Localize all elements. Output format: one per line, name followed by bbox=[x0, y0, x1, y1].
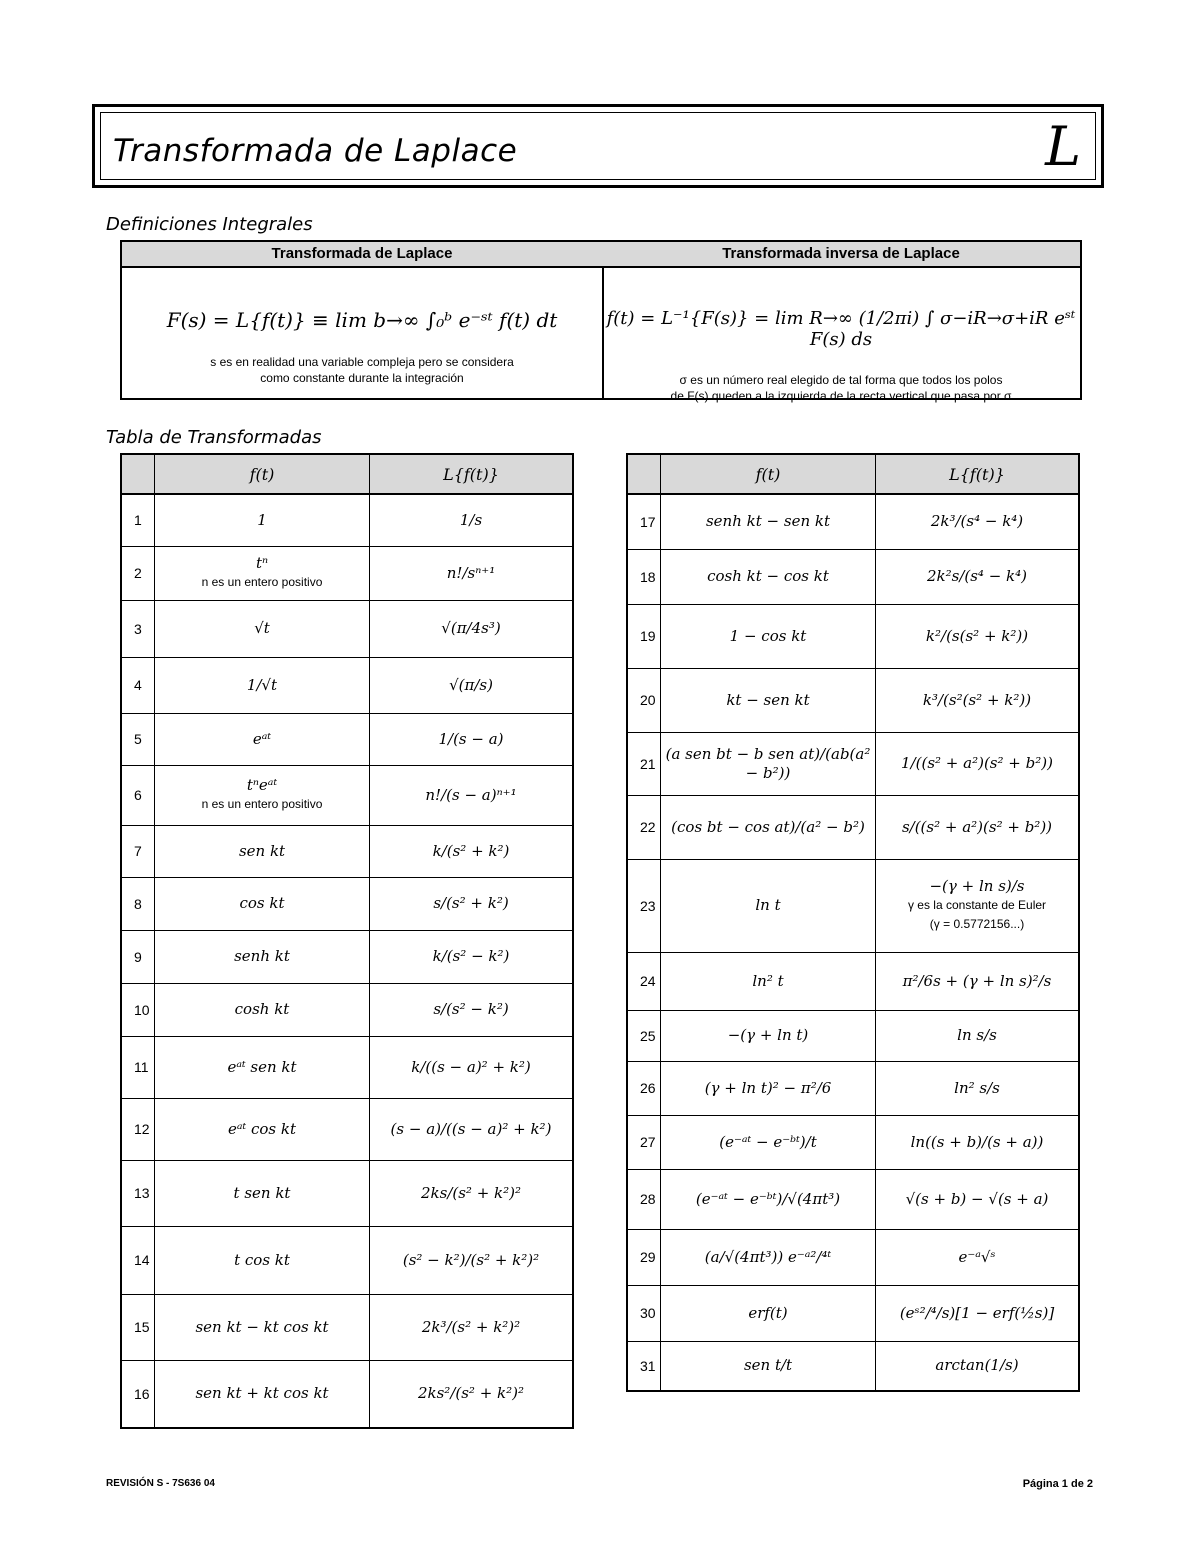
transform-cell bbox=[876, 1229, 1080, 1285]
table-row bbox=[121, 1360, 573, 1428]
function-expression: 1 bbox=[257, 510, 267, 529]
function-cell bbox=[661, 604, 876, 668]
function-expression: √t bbox=[254, 619, 270, 637]
function-cell bbox=[155, 1160, 370, 1226]
transform-expression: √(s + b) − √(s + a) bbox=[905, 1189, 1049, 1208]
function-cell bbox=[661, 549, 876, 604]
function-note: n es un entero positivo bbox=[201, 797, 323, 811]
row-number: 24 bbox=[627, 952, 661, 1010]
transform-cell bbox=[876, 549, 1080, 604]
transform-note: γ es la constante de Euler bbox=[907, 898, 1047, 912]
function-cell bbox=[661, 952, 876, 1010]
laplace-symbol: L bbox=[1045, 115, 1081, 178]
transform-expression: 1/s bbox=[459, 510, 483, 529]
function-cell bbox=[155, 877, 370, 930]
transform-expression: √(π/4s³) bbox=[441, 619, 501, 637]
inverse-transform-cell bbox=[602, 242, 1080, 403]
transform-cell bbox=[370, 600, 574, 657]
table-row bbox=[627, 1285, 1079, 1341]
table-row bbox=[121, 713, 573, 765]
function-expression: cos kt bbox=[239, 894, 285, 912]
transform-expression: (s − a)/((s − a)² + k²) bbox=[390, 1119, 552, 1138]
inverse-transform-note bbox=[602, 372, 1080, 404]
transforms-heading: Tabla de Transformadas bbox=[106, 427, 322, 448]
row-number: 28 bbox=[627, 1169, 661, 1229]
transform-cell bbox=[370, 930, 574, 983]
function-cell bbox=[155, 825, 370, 877]
transform-expression: 1/((s² + a²)(s² + b²)) bbox=[901, 754, 1053, 772]
function-expression: eᵃᵗ bbox=[252, 729, 272, 748]
row-number: 19 bbox=[627, 604, 661, 668]
function-expression: (a sen bt − b sen at)/(ab(a² − b²)) bbox=[665, 744, 871, 782]
forward-transform-formula: F(s) = L{f(t)} ≡ lim b→∞ ∫₀ᵇ e⁻ˢᵗ f(t) dt bbox=[166, 308, 558, 332]
transform-expression: −(γ + ln s)/s bbox=[929, 877, 1025, 895]
function-cell bbox=[661, 732, 876, 795]
function-expression: (e⁻ᵃᵗ − e⁻ᵇᵗ)/t bbox=[719, 1132, 817, 1151]
transform-expression: k/(s² − k²) bbox=[432, 947, 510, 965]
transform-cell bbox=[370, 713, 574, 765]
table-row bbox=[627, 1010, 1079, 1061]
function-cell bbox=[661, 1169, 876, 1229]
table-row bbox=[627, 859, 1079, 952]
function-cell bbox=[155, 765, 370, 825]
function-cell bbox=[155, 930, 370, 983]
function-cell bbox=[155, 713, 370, 765]
function-cell bbox=[661, 859, 876, 952]
table-row bbox=[121, 877, 573, 930]
transform-cell bbox=[370, 877, 574, 930]
function-expression: 1/√t bbox=[246, 675, 278, 694]
function-expression: (e⁻ᵃᵗ − e⁻ᵇᵗ)/√(4πt³) bbox=[695, 1189, 841, 1208]
transforms-table-left bbox=[120, 453, 574, 1429]
table-row bbox=[121, 657, 573, 713]
transform-expression: 2k²s/(s⁴ − k⁴) bbox=[926, 567, 1028, 585]
inverse-transform-formula: f(t) = L⁻¹{F(s)} = lim R→∞ (1/2πi) ∫ σ−iR→σ+iR eˢᵗ F(s) ds bbox=[606, 308, 1076, 350]
row-number: 17 bbox=[627, 494, 661, 549]
transform-cell bbox=[370, 1294, 574, 1360]
transform-expression: (s² − k²)/(s² + k²)² bbox=[402, 1250, 540, 1269]
row-number: 9 bbox=[121, 930, 155, 983]
row-number: 6 bbox=[121, 765, 155, 825]
function-cell bbox=[155, 494, 370, 546]
transform-expression: ln s/s bbox=[957, 1026, 997, 1044]
function-expression: t cos kt bbox=[234, 1250, 290, 1269]
row-number: 8 bbox=[121, 877, 155, 930]
function-cell bbox=[661, 795, 876, 859]
function-expression: senh kt − sen kt bbox=[705, 512, 830, 531]
transform-expression: 2ks²/(s² + k²)² bbox=[417, 1384, 525, 1403]
forward-note-line1: s es en realidad una variable compleja pero se considera bbox=[210, 355, 514, 369]
table-row bbox=[121, 494, 573, 546]
row-number: 15 bbox=[121, 1294, 155, 1360]
function-expression: eᵃᵗ cos kt bbox=[228, 1119, 296, 1138]
function-cell bbox=[155, 546, 370, 600]
transform-cell bbox=[876, 732, 1080, 795]
row-number: 5 bbox=[121, 713, 155, 765]
inverse-note-line2: de F(s) queden a la izquierda de la recta vertical que pasa por σ bbox=[670, 389, 1012, 403]
title-inner-frame bbox=[100, 112, 1096, 180]
function-expression: kt − sen kt bbox=[726, 690, 810, 709]
inverse-note-line1: σ es un número real elegido de tal forma que todos los polos bbox=[679, 373, 1003, 387]
table-row bbox=[627, 1229, 1079, 1285]
table-header-row bbox=[121, 454, 573, 494]
transform-expression: 2k³/(s² + k²)² bbox=[421, 1317, 521, 1336]
function-expression: sen kt − kt cos kt bbox=[195, 1317, 329, 1336]
table-row bbox=[121, 825, 573, 877]
row-number: 22 bbox=[627, 795, 661, 859]
row-number: 16 bbox=[121, 1360, 155, 1428]
transform-cell bbox=[876, 1061, 1080, 1115]
definitions-heading: Definiciones Integrales bbox=[106, 214, 313, 235]
transforms-table-right bbox=[626, 453, 1080, 1392]
function-cell bbox=[661, 1061, 876, 1115]
transform-expression: 2ks/(s² + k²)² bbox=[420, 1183, 522, 1202]
transform-expression: s/(s² − k²) bbox=[433, 1000, 509, 1018]
function-expression: tⁿeᵃᵗ bbox=[246, 776, 278, 794]
table-row bbox=[121, 1098, 573, 1160]
row-number: 29 bbox=[627, 1229, 661, 1285]
transform-expression: π²/6s + (γ + ln s)²/s bbox=[902, 971, 1052, 990]
transform-note: (γ = 0.5772156...) bbox=[929, 917, 1025, 931]
table-header-row bbox=[627, 454, 1079, 494]
function-cell bbox=[661, 494, 876, 549]
transform-cell bbox=[370, 1360, 574, 1428]
header-f: f(t) bbox=[155, 454, 370, 494]
table-row bbox=[121, 930, 573, 983]
transform-cell bbox=[876, 859, 1080, 952]
function-expression: −(γ + ln t) bbox=[727, 1026, 809, 1044]
transform-cell bbox=[876, 668, 1080, 732]
table-row bbox=[627, 795, 1079, 859]
transform-cell bbox=[876, 952, 1080, 1010]
page-title: Transformada de Laplace bbox=[113, 133, 518, 169]
table-row bbox=[121, 1226, 573, 1294]
row-number: 30 bbox=[627, 1285, 661, 1341]
row-number: 2 bbox=[121, 546, 155, 600]
function-expression: sen t/t bbox=[743, 1356, 793, 1375]
transform-expression: ln² s/s bbox=[954, 1078, 1000, 1097]
transform-cell bbox=[876, 1010, 1080, 1061]
definitions-table bbox=[120, 240, 1082, 403]
footer-page-number: Página 1 de 2 bbox=[1022, 1478, 1093, 1490]
function-cell bbox=[661, 668, 876, 732]
forward-transform-note bbox=[122, 354, 602, 386]
function-cell bbox=[155, 1098, 370, 1160]
function-expression: (cos bt − cos at)/(a² − b²) bbox=[671, 817, 865, 836]
transform-expression: n!/(s − a)ⁿ⁺¹ bbox=[425, 785, 517, 804]
table-row bbox=[627, 604, 1079, 668]
transform-cell bbox=[876, 494, 1080, 549]
row-number: 3 bbox=[121, 600, 155, 657]
function-cell bbox=[661, 1115, 876, 1169]
row-number: 20 bbox=[627, 668, 661, 732]
table-row bbox=[121, 1294, 573, 1360]
transform-expression: k/((s − a)² + k²) bbox=[411, 1057, 531, 1076]
function-cell bbox=[155, 1294, 370, 1360]
row-number: 21 bbox=[627, 732, 661, 795]
transform-expression: s/(s² + k²) bbox=[433, 894, 509, 912]
transform-expression: √(π/s) bbox=[449, 675, 493, 694]
function-expression: cosh kt bbox=[234, 1000, 290, 1018]
function-expression: sen kt + kt cos kt bbox=[195, 1384, 329, 1403]
function-expression: sen kt bbox=[238, 841, 286, 860]
row-number: 23 bbox=[627, 859, 661, 952]
function-expression: eᵃᵗ sen kt bbox=[227, 1057, 297, 1076]
table-row bbox=[121, 983, 573, 1036]
function-cell bbox=[155, 983, 370, 1036]
row-number: 13 bbox=[121, 1160, 155, 1226]
function-expression: (γ + ln t)² − π²/6 bbox=[704, 1078, 832, 1097]
transform-expression: k/(s² + k²) bbox=[432, 841, 510, 860]
function-expression: tⁿ bbox=[255, 554, 269, 572]
function-expression: (a/√(4πt³)) e⁻ᵃ²/⁴ᵗ bbox=[704, 1247, 832, 1266]
function-cell bbox=[155, 600, 370, 657]
transform-cell bbox=[370, 1160, 574, 1226]
transform-expression: s/((s² + a²)(s² + b²)) bbox=[901, 817, 1053, 836]
transform-cell bbox=[876, 604, 1080, 668]
transform-cell bbox=[370, 1098, 574, 1160]
table-row bbox=[627, 549, 1079, 604]
forward-transform-header: Transformada de Laplace bbox=[122, 242, 602, 268]
row-number: 25 bbox=[627, 1010, 661, 1061]
function-note: n es un entero positivo bbox=[201, 575, 323, 589]
header-number bbox=[627, 454, 661, 494]
function-expression: 1 − cos kt bbox=[729, 626, 807, 645]
transform-expression: 1/(s − a) bbox=[438, 729, 504, 748]
transform-expression: e⁻ᵃ√ˢ bbox=[958, 1247, 996, 1266]
function-cell bbox=[155, 657, 370, 713]
function-expression: cosh kt − cos kt bbox=[707, 567, 829, 585]
transform-expression: ln((s + b)/(s + a)) bbox=[910, 1132, 1044, 1151]
forward-note-line2: como constante durante la integración bbox=[260, 371, 464, 385]
row-number: 31 bbox=[627, 1341, 661, 1391]
function-expression: senh kt bbox=[234, 947, 290, 965]
table-row bbox=[627, 668, 1079, 732]
footer-revision: REVISIÓN S - 7S636 04 bbox=[106, 1478, 215, 1489]
row-number: 1 bbox=[121, 494, 155, 546]
table-row bbox=[121, 1036, 573, 1098]
function-expression: ln t bbox=[755, 896, 781, 914]
transform-expression: k³/(s²(s² + k²)) bbox=[922, 690, 1032, 709]
function-cell bbox=[661, 1341, 876, 1391]
row-number: 12 bbox=[121, 1098, 155, 1160]
transform-expression: 2k³/(s⁴ − k⁴) bbox=[930, 512, 1024, 531]
row-number: 26 bbox=[627, 1061, 661, 1115]
table-row bbox=[121, 1160, 573, 1226]
row-number: 14 bbox=[121, 1226, 155, 1294]
table-row bbox=[627, 1115, 1079, 1169]
transform-expression: (eˢ²/⁴/s)[1 − erf(½s)] bbox=[899, 1303, 1055, 1322]
transform-cell bbox=[370, 494, 574, 546]
row-number: 11 bbox=[121, 1036, 155, 1098]
row-number: 27 bbox=[627, 1115, 661, 1169]
transform-cell bbox=[876, 1115, 1080, 1169]
function-cell bbox=[155, 1036, 370, 1098]
header-number bbox=[121, 454, 155, 494]
transform-cell bbox=[876, 1285, 1080, 1341]
function-expression: t sen kt bbox=[233, 1183, 291, 1202]
table-row bbox=[121, 546, 573, 600]
transform-expression: arctan(1/s) bbox=[935, 1356, 1019, 1375]
row-number: 4 bbox=[121, 657, 155, 713]
function-cell bbox=[661, 1010, 876, 1061]
table-row bbox=[627, 732, 1079, 795]
table-row bbox=[627, 494, 1079, 549]
header-L: L{f(t)} bbox=[370, 454, 574, 494]
table-row bbox=[121, 765, 573, 825]
transform-cell bbox=[876, 795, 1080, 859]
table-row bbox=[627, 952, 1079, 1010]
transform-cell bbox=[370, 825, 574, 877]
transform-cell bbox=[370, 1226, 574, 1294]
header-L: L{f(t)} bbox=[876, 454, 1080, 494]
transform-cell bbox=[876, 1341, 1080, 1391]
transform-expression: n!/sⁿ⁺¹ bbox=[446, 563, 496, 582]
table-row bbox=[627, 1169, 1079, 1229]
row-number: 10 bbox=[121, 983, 155, 1036]
forward-transform-cell bbox=[122, 242, 604, 398]
transform-cell bbox=[370, 765, 574, 825]
transform-cell bbox=[876, 1169, 1080, 1229]
function-cell bbox=[661, 1229, 876, 1285]
transform-expression: k²/(s(s² + k²)) bbox=[925, 626, 1029, 645]
table-row bbox=[627, 1061, 1079, 1115]
function-expression: erf(t) bbox=[748, 1303, 788, 1322]
row-number: 18 bbox=[627, 549, 661, 604]
inverse-transform-header: Transformada inversa de Laplace bbox=[602, 242, 1080, 268]
transform-cell bbox=[370, 546, 574, 600]
transform-cell bbox=[370, 983, 574, 1036]
title-frame bbox=[92, 104, 1104, 188]
function-expression: ln² t bbox=[752, 971, 784, 990]
function-cell bbox=[155, 1360, 370, 1428]
table-row bbox=[121, 600, 573, 657]
transform-cell bbox=[370, 1036, 574, 1098]
transform-cell bbox=[370, 657, 574, 713]
table-row bbox=[627, 1341, 1079, 1391]
header-f: f(t) bbox=[661, 454, 876, 494]
row-number: 7 bbox=[121, 825, 155, 877]
function-cell bbox=[661, 1285, 876, 1341]
function-cell bbox=[155, 1226, 370, 1294]
